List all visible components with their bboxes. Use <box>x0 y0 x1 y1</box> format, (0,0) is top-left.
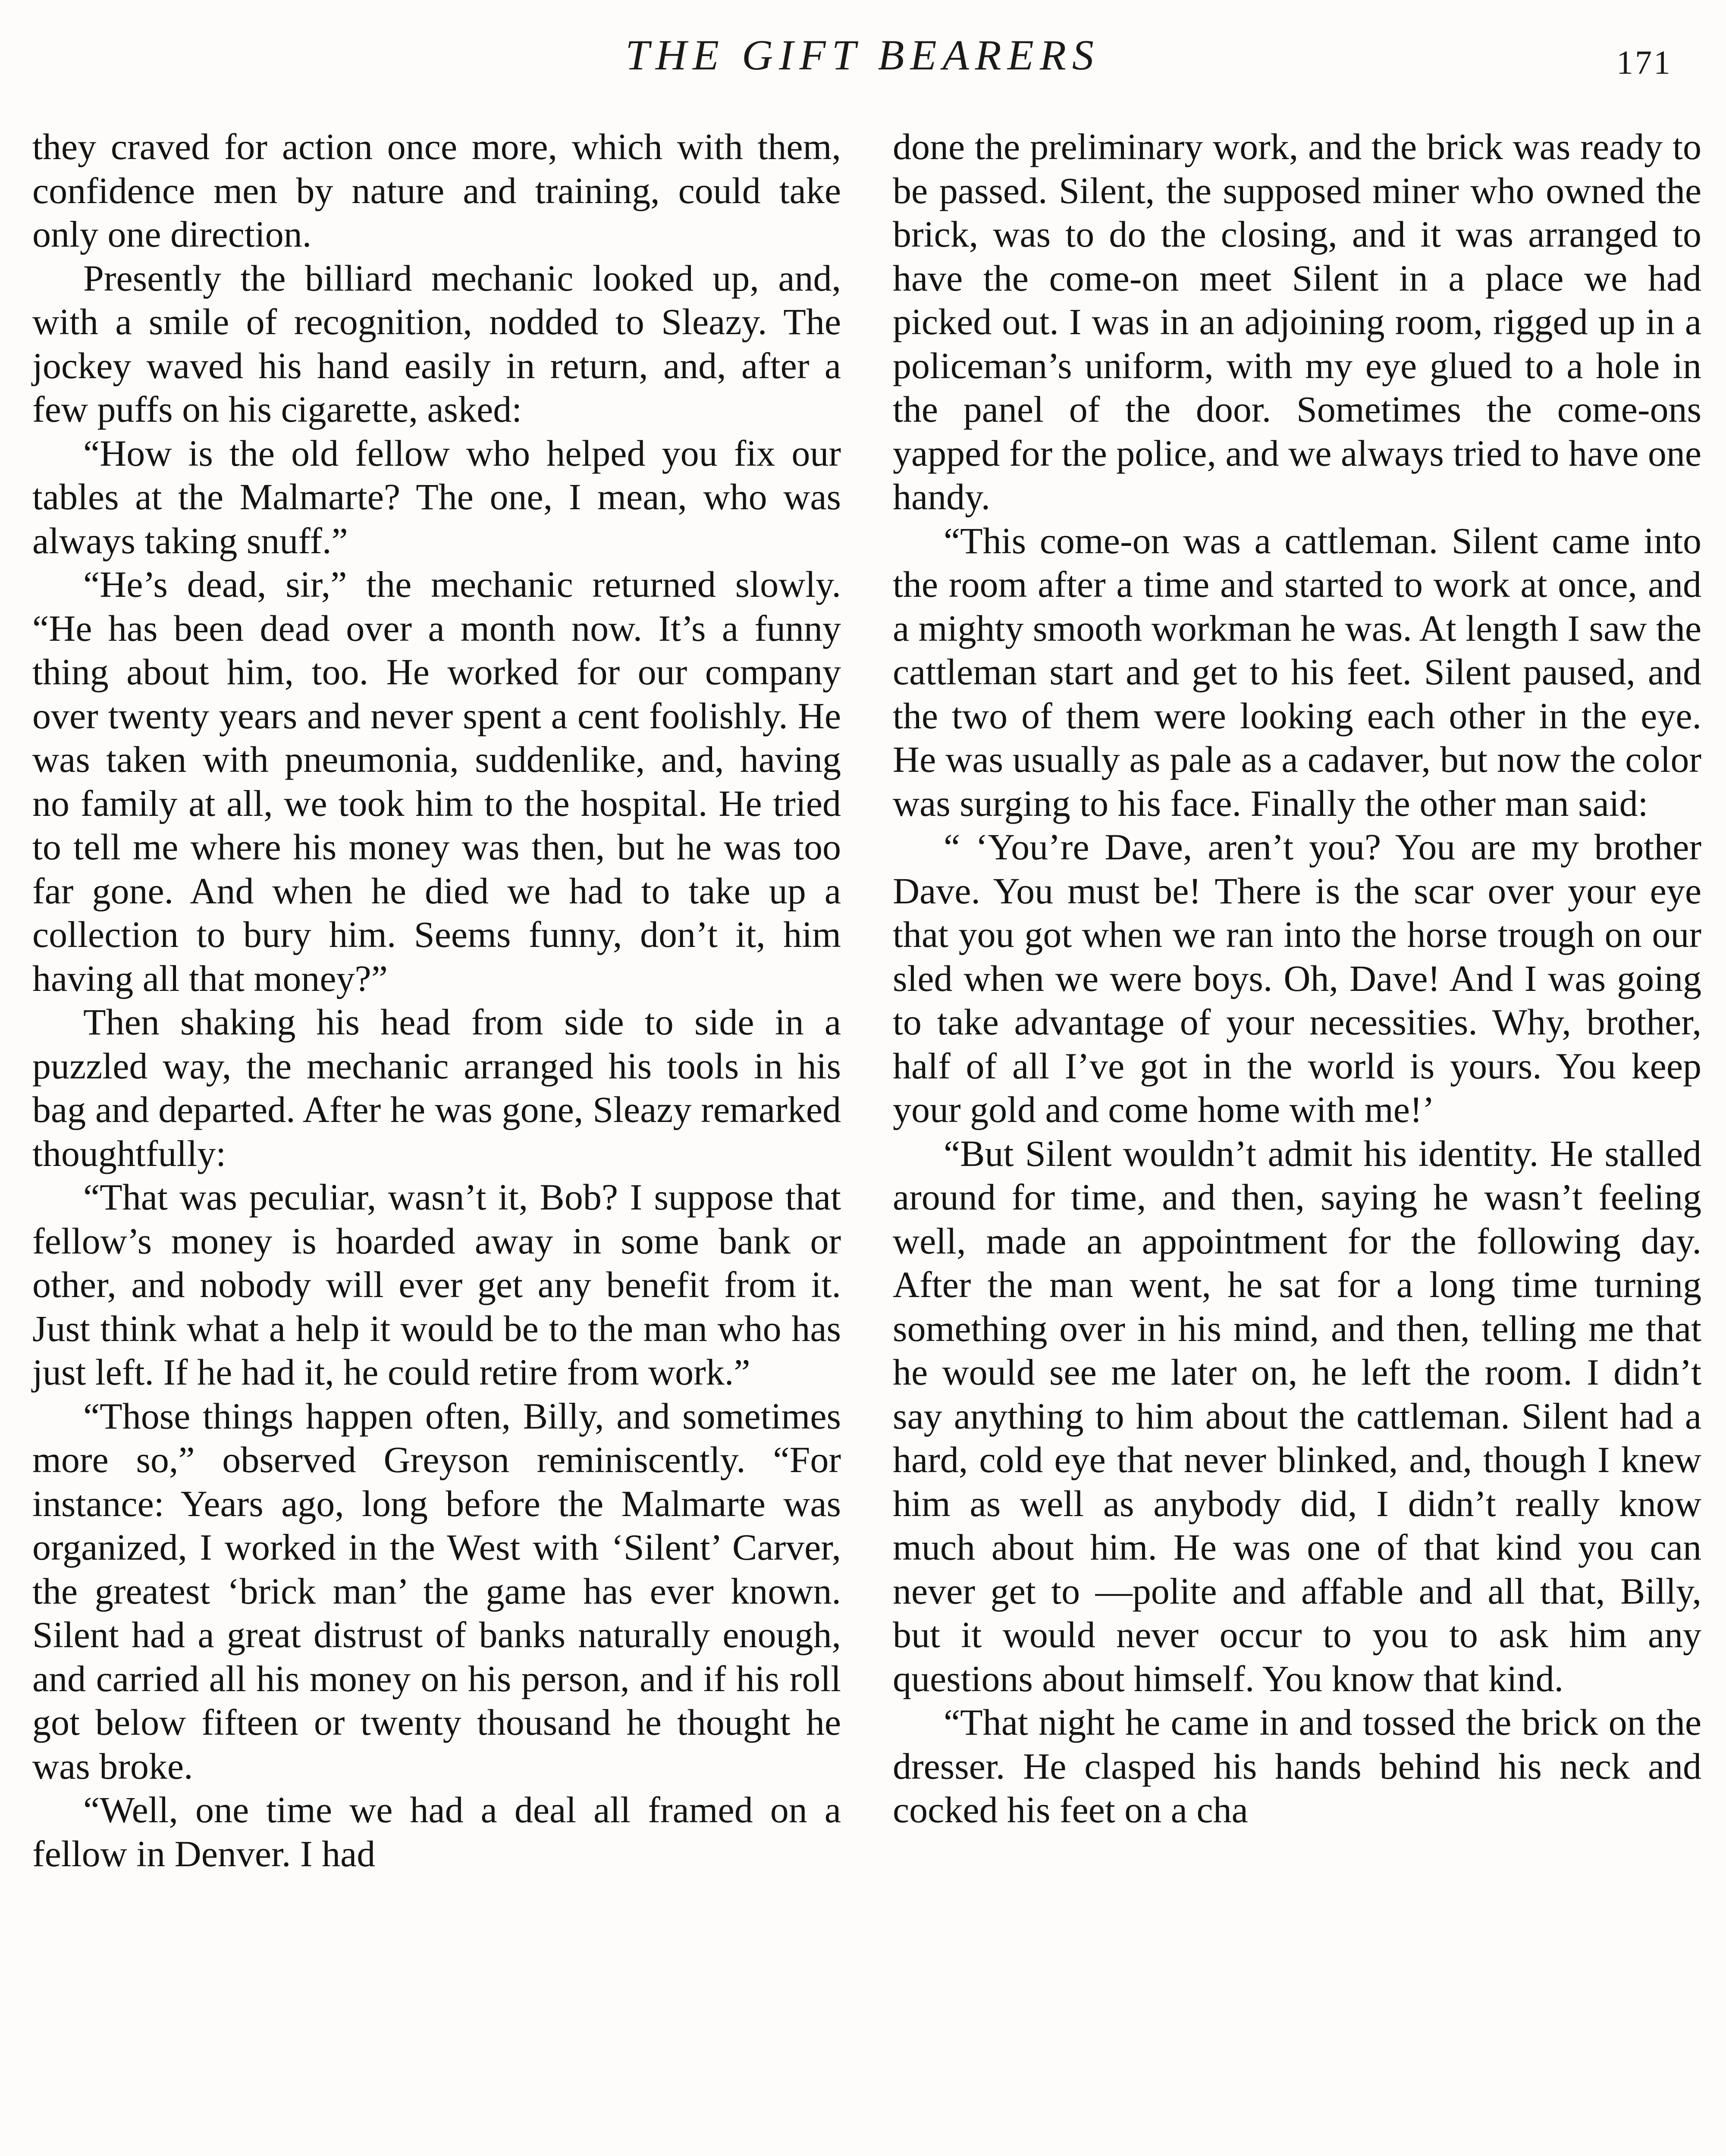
paragraph: Then shaking his head from side to side in a puzzled way, the mechanic arranged his tools in his bag and departed. After he was gone, Sleazy remarked thoughtfully: <box>32 1001 841 1174</box>
page-number: 171 <box>1616 44 1672 81</box>
running-head: THE GIFT BEARERS <box>625 31 1100 79</box>
paragraph: they craved for action once more, which with them, confidence men by nature and training, could take only one direction. <box>32 126 841 255</box>
paragraph: “How is the old fellow who helped you fix our tables at the Malmarte? The one, I mean, who was always taking snuff.” <box>32 432 841 561</box>
paragraph: “ ‘You’re Dave, aren’t you? You are my brother Dave. You must be! There is the scar over your eye that you got when we ran into the horse trough on our sled when we were boys. Oh, Dave! And I was going to take advantage of your necessities. Why, brother, half of all I’ve got in the world is yours. You keep your gold and come home with me!’ <box>893 826 1701 1130</box>
paragraph: “That was peculiar, wasn’t it, Bob? I suppose that fellow’s money is hoarded away in some bank or other, and nobody will ever get any benefit from it. Just think what a help it would be to the man who has just left. If he had it, he could retire from work.” <box>32 1176 841 1393</box>
paragraph: “That night he came in and tossed the brick on the dresser. He clasped his hands behind his neck and cocked his feet on a cha <box>893 1702 1701 1830</box>
paragraph: Presently the billiard mechanic looked up, and, with a smile of recognition, nodded to Sleazy. The jockey waved his hand easily in return, and, after a few puffs on his cigarette, asked: <box>32 257 841 430</box>
left-column <box>32 125 841 1876</box>
paragraph: “He’s dead, sir,” the mechanic returned slowly. “He has been dead over a month now. It’s a funny thing about him, too. He worked for our company over twenty years and never spent a cent foolishly. He was taken with pneumonia, suddenlike, and, having no family at all, we took him to the hospital. He tried to tell me where his money was then, but he was too far gone. And when he died we had to take up a collection to bury him. Seems funny, don’t it, him having all that money?” <box>32 564 841 999</box>
paragraph: “Well, one time we had a deal all framed on a fellow in Denver. I had <box>32 1789 841 1874</box>
paragraph: “This come-on was a cattleman. Silent came into the room after a time and started to work at once, and a mighty smooth workman he was. At length I saw the cattleman start and get to his feet. Silent paused, and the two of them were looking each other in the eye. He was usually as pale as a cadaver, but now the color was surging to his face. Finally the other man said: <box>893 520 1701 824</box>
paragraph: done the preliminary work, and the brick was ready to be passed. Silent, the supposed miner who owned the brick, was to do the closing, and it was arranged to have the come-on meet Silent in a place we had picked out. I was in an adjoining room, rigged up in a policeman’s uniform, with my eye glued to a hole in the panel of the door. Sometimes the come-ons yapped for the police, and we always tried to have one handy. <box>893 126 1701 517</box>
right-column <box>893 125 1701 1832</box>
paragraph: “But Silent wouldn’t admit his identity. He stalled around for time, and then, saying he wasn’t feeling well, made an appointment for the following day. After the man went, he sat for a long time turning something over in his mind, and then, telling me that he would see me later on, he left the room. I didn’t say anything to him about the cattleman. Silent had a hard, cold eye that never blinked, and, though I knew him as well as anybody did, I didn’t really know much about him. He was one of that kind you can never get to —polite and affable and all that, Billy, but it would never occur to you to ask him any questions about himself. You know that kind. <box>893 1132 1701 1699</box>
paragraph: “Those things happen often, Billy, and sometimes more so,” observed Greyson reminiscently. “For instance: Years ago, long before the Malmarte was organized, I worked in the West with ‘Silent’ Carver, the greatest ‘brick man’ the game has ever known. Silent had a great distrust of banks naturally enough, and carried all his money on his person, and if his roll got below fifteen or twenty thousand he thought he was broke. <box>32 1395 841 1787</box>
